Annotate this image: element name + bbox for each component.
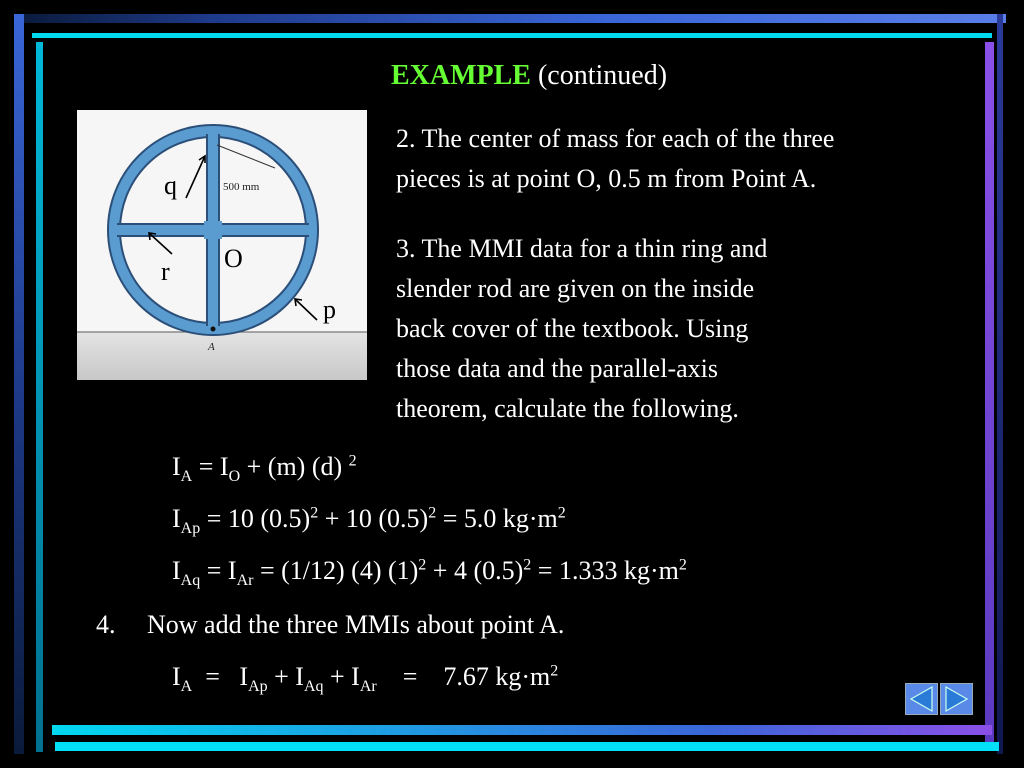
eq4-sub-1: A: [180, 678, 193, 696]
eq2-sub: Ap: [180, 520, 201, 538]
eq2-sup-1: 2: [310, 504, 319, 522]
frame-top-bar: [14, 14, 1006, 23]
eq1-sub-o: O: [228, 468, 241, 486]
prev-slide-button[interactable]: [905, 683, 938, 715]
wheel-figure: [77, 110, 367, 380]
paragraph-3: [396, 229, 767, 429]
eq3-part-b: = (1/12) (4) (1): [253, 556, 419, 585]
label-p: p: [323, 295, 336, 324]
eq4-sub-2: Ap: [248, 678, 268, 696]
label-q: q: [164, 171, 177, 200]
paragraph-2: [396, 119, 834, 199]
eq1-sub-a: A: [180, 468, 193, 486]
triangle-left-icon: [906, 684, 937, 714]
equation-iaq-iar: [172, 556, 687, 590]
eq4-part-c: + I: [323, 662, 360, 691]
paragraph-3-line-3: back cover of the textbook. Using: [396, 314, 749, 343]
eq3-part-c: + 4 (0.5): [426, 556, 524, 585]
paragraph-3-line-1: 3. The MMI data for a thin ring and: [396, 234, 768, 263]
eq2-part-c: = 5.0 kg·m: [436, 504, 558, 533]
frame-left-cyan-bar: [36, 42, 43, 752]
frame-top-cyan-bar: [32, 33, 992, 38]
eq3-sub-2: Ar: [236, 572, 254, 590]
frame-left-bar: [14, 14, 24, 754]
eq3-symbol: I: [172, 556, 181, 585]
frame-bottom-cyan-bar: [55, 742, 999, 751]
eq4-part-b: + I: [267, 662, 304, 691]
frame-bottom-bar: [52, 725, 992, 735]
step-4-text: Now add the three MMIs about point A.: [147, 610, 565, 639]
eq3-sub-1: Aq: [180, 572, 201, 590]
point-a-label: A: [208, 341, 215, 353]
eq4-sup: 2: [550, 662, 559, 680]
eq2-part-a: = 10 (0.5): [200, 504, 311, 533]
next-slide-button[interactable]: [940, 683, 973, 715]
eq3-part-a: = I: [200, 556, 237, 585]
hub: [204, 221, 222, 239]
frame-right-bar: [985, 42, 994, 742]
eq1-symbol: I: [172, 452, 181, 481]
eq4-sub-4: Ar: [359, 678, 377, 696]
eq2-symbol: I: [172, 504, 181, 533]
eq1-rest: + (m) (d): [240, 452, 349, 481]
paragraph-3-line-5: theorem, calculate the following.: [396, 394, 739, 423]
eq4-symbol: I: [172, 662, 181, 691]
eq4-sub-3: Aq: [303, 678, 324, 696]
paragraph-3-line-4: those data and the parallel-axis: [396, 354, 718, 383]
point-a-marker: [211, 327, 216, 332]
eq2-sup-3: 2: [557, 504, 566, 522]
eq1-sup: 2: [348, 452, 357, 470]
eq2-part-b: + 10 (0.5): [318, 504, 429, 533]
eq4-part-a: = I: [192, 662, 249, 691]
equation-parallel-axis: [172, 452, 357, 486]
step-4-number: 4.: [96, 610, 116, 639]
paragraph-2-line-2: pieces is at point O, 0.5 m from Point A.: [396, 164, 817, 193]
title-rest: (continued): [530, 60, 668, 91]
triangle-right-icon: [941, 684, 972, 714]
label-o: O: [224, 244, 243, 273]
ground-surface: [77, 332, 367, 380]
title-emphasis: EXAMPLE: [390, 60, 531, 91]
page-title: [0, 60, 1024, 92]
eq3-sup-1: 2: [418, 556, 427, 574]
eq2-sup-2: 2: [428, 504, 437, 522]
equation-total: [172, 662, 558, 696]
dimension-label: 500 mm: [223, 181, 260, 193]
frame-right-thin-bar: [997, 14, 1003, 754]
wheel-diagram: [77, 110, 367, 380]
eq3-part-d: = 1.333 kg·m: [531, 556, 679, 585]
step-4: [96, 610, 116, 640]
label-r: r: [161, 257, 170, 286]
paragraph-3-line-2: slender rod are given on the inside: [396, 274, 755, 303]
equation-iap: [172, 504, 566, 538]
eq3-sup-2: 2: [523, 556, 532, 574]
eq4-part-d: = 7.67 kg·m: [376, 662, 551, 691]
eq1-io: = I: [192, 452, 229, 481]
paragraph-2-line-1: 2. The center of mass for each of the three: [396, 124, 835, 153]
eq3-sup-3: 2: [678, 556, 687, 574]
